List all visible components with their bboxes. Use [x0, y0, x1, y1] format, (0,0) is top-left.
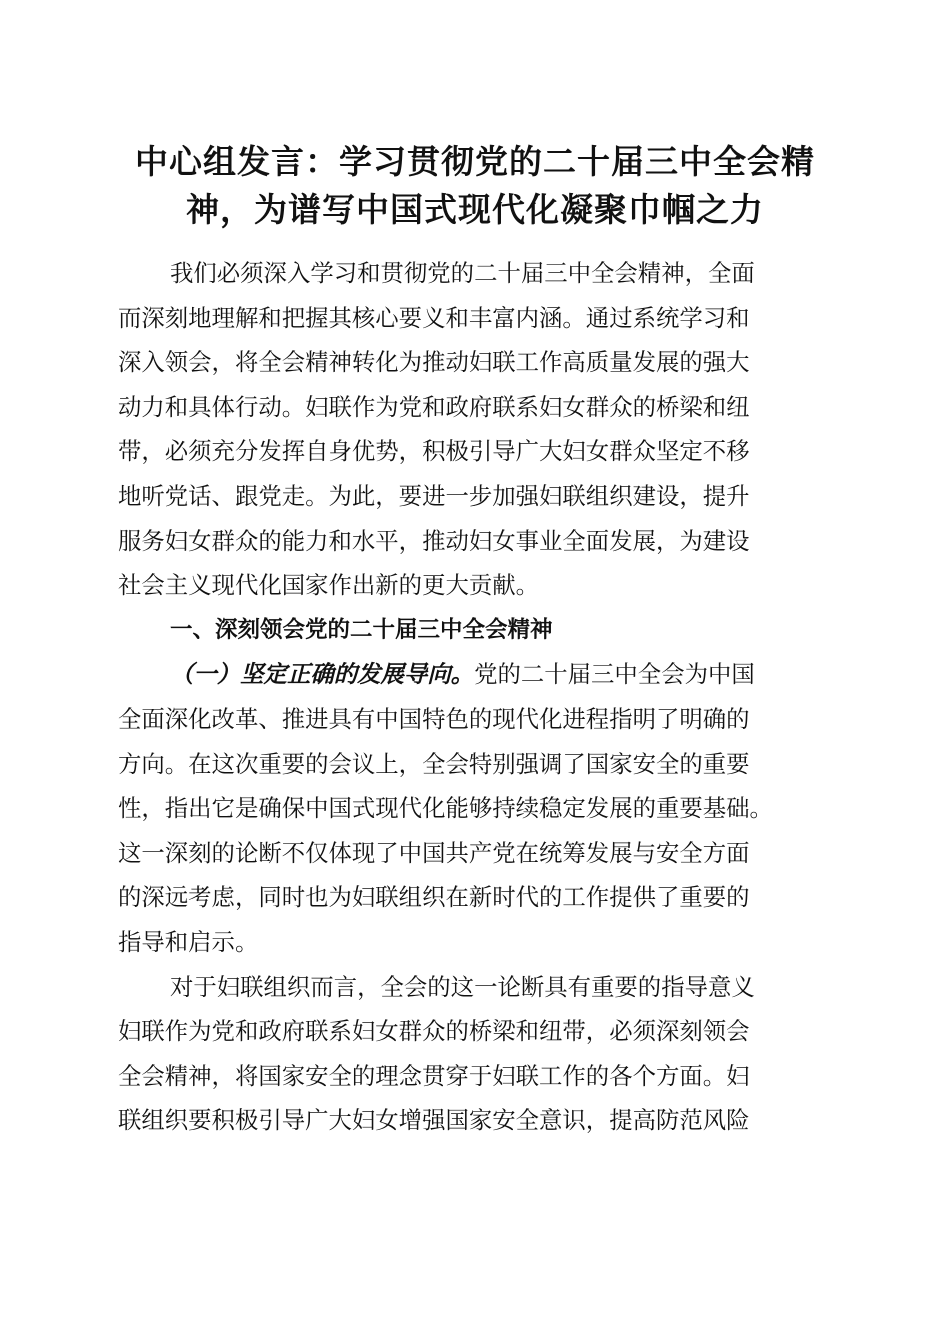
text-line: 地听党话、跟党走。为此，要进一步加强妇联组织建设，提升	[118, 481, 750, 510]
text-line: 对于妇联组织而言，全会的这一论断具有重要的指导意义	[170, 972, 755, 1001]
paragraph-women-federation	[118, 965, 838, 1143]
paragraph-intro	[118, 251, 838, 608]
text-line: 动力和具体行动。妇联作为党和政府联系妇女群众的桥梁和纽	[118, 392, 750, 421]
paragraph-subsection-1	[118, 652, 838, 964]
section-heading: 一、深刻领会党的二十届三中全会精神	[170, 616, 553, 643]
document-body	[118, 251, 838, 1143]
title-line: 神，为谱写中国式现代化凝聚巾帼之力	[186, 190, 764, 229]
text-line: 而深刻地理解和把握其核心要义和丰富内涵。通过系统学习和	[118, 303, 750, 332]
text-line: 带，必须充分发挥自身优势，积极引导广大妇女群众坚定不移	[118, 437, 750, 466]
text-line: 我们必须深入学习和贯彻党的二十届三中全会精神，全面	[170, 259, 755, 287]
subsection-label: （一）坚定正确的发展导向。	[170, 660, 475, 689]
text-line	[118, 652, 838, 697]
title-line: 中心组发言：学习贯彻党的二十届三中全会精	[135, 142, 815, 181]
document-title	[110, 138, 840, 234]
text-line: 全面深化改革、推进具有中国特色的现代化进程指明了明确的	[118, 704, 750, 733]
text-line: 这一深刻的论断不仅体现了中国共产党在统筹发展与安全方面	[118, 838, 750, 867]
text-line: 的深远考虑，同时也为妇联组织在新时代的工作提供了重要的	[118, 883, 750, 912]
text-line: 全会精神，将国家安全的理念贯穿于妇联工作的各个方面。妇	[118, 1061, 750, 1090]
text-line: 社会主义现代化国家作出新的更大贡献。	[118, 571, 540, 600]
text-line: 方向。在这次重要的会议上，全会特别强调了国家安全的重要	[118, 749, 750, 778]
text-fragment: 党的二十届三中全会为中国	[474, 660, 755, 689]
text-line: 性，指出它是确保中国式现代化能够持续稳定发展的重要基础。	[118, 794, 773, 823]
text-line: 服务妇女群众的能力和水平，推动妇女事业全面发展，为建设	[118, 526, 750, 555]
text-line: 深入领会，将全会精神转化为推动妇联工作高质量发展的强大	[118, 348, 750, 377]
text-line: 指导和启示。	[118, 927, 259, 956]
text-line: 妇联作为党和政府联系妇女群众的桥梁和纽带，必须深刻领会	[118, 1017, 750, 1046]
text-line: 联组织要积极引导广大妇女增强国家安全意识，提高防范风险	[118, 1106, 750, 1135]
